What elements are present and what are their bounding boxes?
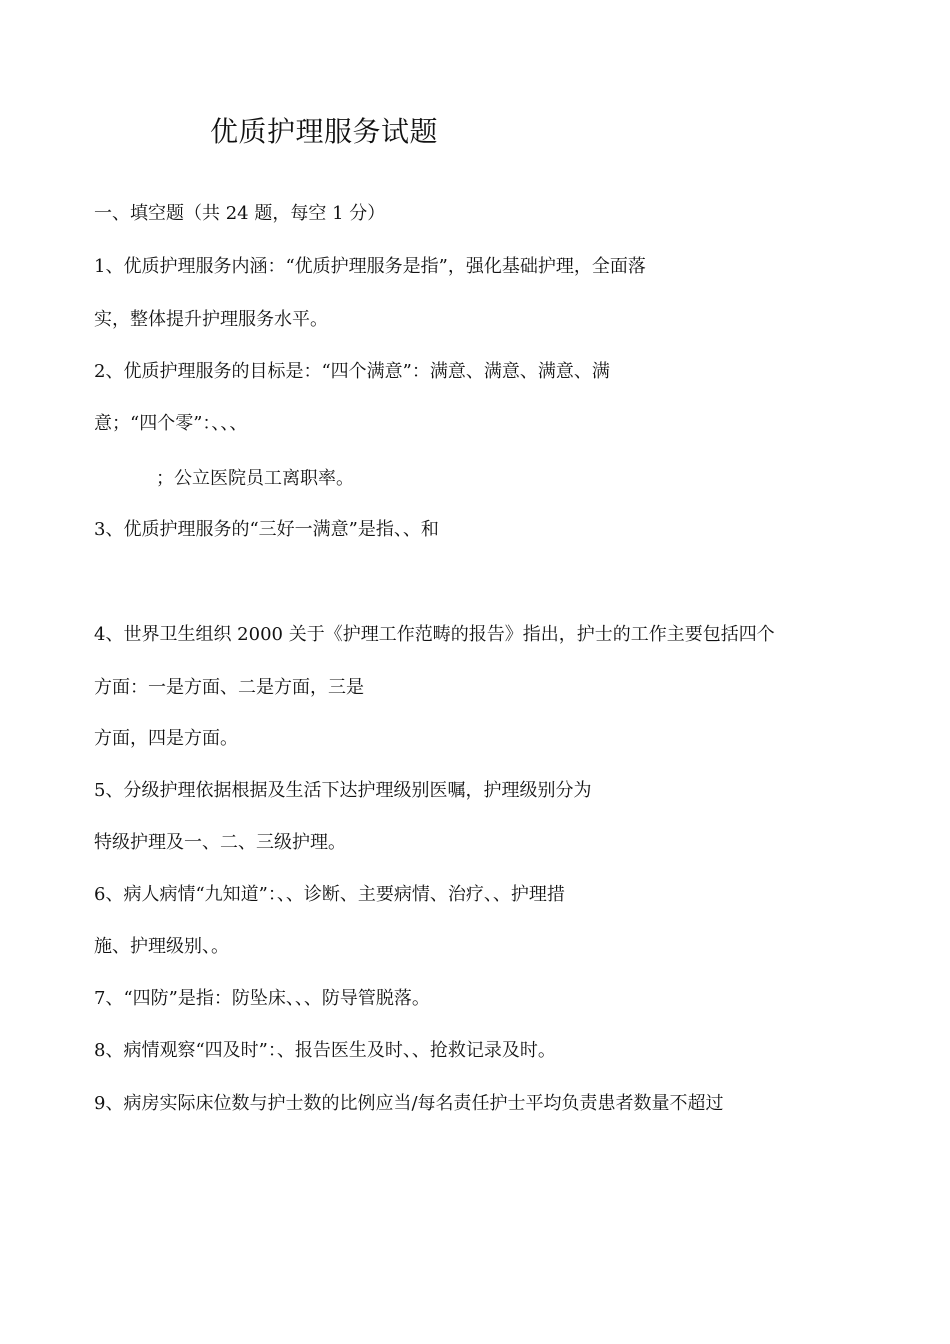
question-4-line-1: 4、世界卫生组织 2000 关于《护理工作范畴的报告》指出，护士的工作主要包括四个 [94,624,775,645]
question-9-line-1: 9、病房实际床位数与护士数的比例应当/每名责任护士平均负责患者数量不超过 [94,1093,724,1114]
question-8-line-1: 8、病情观察“四及时”：、报告医生及时、、抢救记录及时。 [94,1040,556,1061]
section-heading-fill-in-blank: 一、填空题（共 24 题，每空 1 分） [94,203,386,224]
question-5-line-2: 特级护理及一、二、三级护理。 [94,832,346,853]
question-4-line-2: 方面：一是方面、二是方面，三是 [94,677,364,698]
question-1-line-2: 实，整体提升护理服务水平。 [94,309,328,330]
question-5-line-1: 5、分级护理依据根据及生活下达护理级别医嘱，护理级别分为 [94,780,592,801]
question-4-line-3: 方面，四是方面。 [94,728,238,749]
question-7-line-1: 7、“四防”是指：防坠床、、、防导管脱落。 [94,988,430,1009]
question-2-line-3: ；公立医院员工离职率。 [156,468,354,489]
document-title: 优质护理服务试题 [210,115,439,148]
question-6-line-1: 6、病人病情“九知道”：、、诊断、主要病情、治疗、、护理措 [94,884,565,905]
question-2-line-1: 2、优质护理服务的目标是：“四个满意”：满意、满意、满意、满 [94,361,610,382]
question-2-line-2: 意；“四个零”：、、、 [94,413,248,434]
question-1-line-1: 1、优质护理服务内涵：“优质护理服务是指”，强化基础护理，全面落 [94,256,646,277]
question-3-line-1: 3、优质护理服务的“三好一满意”是指、、和 [94,519,439,540]
question-6-line-2: 施、护理级别、。 [94,936,229,957]
